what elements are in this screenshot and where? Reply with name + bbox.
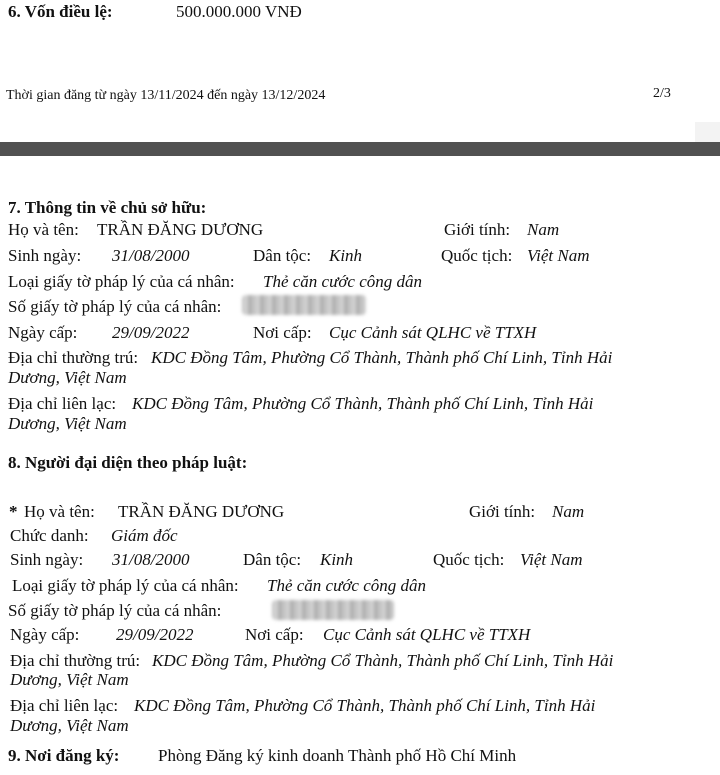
owner-contact-line1: KDC Đồng Tâm, Phường Cổ Thành, Thành phố Chí Linh, Tỉnh Hải bbox=[132, 394, 594, 413]
rep-issue-place-label: Nơi cấp: bbox=[245, 625, 304, 644]
owner-issue-place: Cục Cảnh sát QLHC về TTXH bbox=[329, 323, 537, 342]
rep-contact-line1: KDC Đồng Tâm, Phường Cổ Thành, Thành phố Chí Linh, Tỉnh Hải bbox=[134, 696, 596, 715]
owner-contact-line2: Dương, Việt Nam bbox=[8, 414, 127, 433]
rep-permanent-label: Địa chỉ thường trú: bbox=[10, 651, 141, 670]
rep-id-type-label: Loại giấy tờ pháp lý của cá nhân: bbox=[12, 576, 239, 595]
capital-value: 500.000.000 VNĐ bbox=[176, 2, 302, 21]
rep-bullet: * bbox=[9, 502, 18, 521]
owner-issue-date: 29/09/2022 bbox=[112, 323, 190, 342]
rep-permanent-line1: KDC Đồng Tâm, Phường Cổ Thành, Thành phố Chí Linh, Tỉnh Hải bbox=[152, 651, 614, 670]
capital-label: 6. Vốn điều lệ: bbox=[8, 2, 113, 21]
rep-name-label: Họ và tên: bbox=[24, 502, 95, 521]
rep-title-label: Chức danh: bbox=[10, 526, 89, 545]
owner-id-number-label: Số giấy tờ pháp lý của cá nhân: bbox=[8, 297, 222, 316]
rep-nationality-label: Quốc tịch: bbox=[433, 550, 505, 569]
owner-ethnicity: Kinh bbox=[329, 246, 363, 265]
rep-ethnicity-label: Dân tộc: bbox=[243, 550, 302, 569]
rep-heading: 8. Người đại diện theo pháp luật: bbox=[8, 453, 248, 472]
rep-id-type: Thẻ căn cước công dân bbox=[267, 576, 427, 595]
registration-value: Phòng Đăng ký kinh doanh Thành phố Hồ Chí Minh bbox=[158, 746, 517, 765]
owner-nationality-label: Quốc tịch: bbox=[441, 246, 513, 265]
rep-nationality: Việt Nam bbox=[520, 550, 583, 569]
rep-contact-line2: Dương, Việt Nam bbox=[10, 716, 129, 735]
owner-permanent-line1: KDC Đồng Tâm, Phường Cổ Thành, Thành phố Chí Linh, Tỉnh Hải bbox=[151, 348, 613, 367]
owner-issue-place-label: Nơi cấp: bbox=[253, 323, 312, 342]
rep-gender: Nam bbox=[552, 502, 585, 521]
rep-title: Giám đốc bbox=[111, 526, 178, 545]
rep-ethnicity: Kinh bbox=[320, 550, 354, 569]
rep-id-number-redacted bbox=[272, 600, 394, 620]
owner-dob-label: Sinh ngày: bbox=[8, 246, 82, 265]
owner-permanent-line2: Dương, Việt Nam bbox=[8, 368, 127, 387]
posting-period: Thời gian đăng từ ngày 13/11/2024 đến ngày 13/12/2024 bbox=[6, 88, 326, 103]
rep-issue-place: Cục Cảnh sát QLHC về TTXH bbox=[323, 625, 531, 644]
owner-name: TRẦN ĐĂNG DƯƠNG bbox=[97, 220, 264, 239]
owner-id-type-label: Loại giấy tờ pháp lý của cá nhân: bbox=[8, 272, 235, 291]
registration-label: 9. Nơi đăng ký: bbox=[8, 746, 120, 765]
owner-ethnicity-label: Dân tộc: bbox=[253, 246, 312, 265]
owner-id-number-redacted bbox=[242, 295, 366, 315]
rep-id-number-label: Số giấy tờ pháp lý của cá nhân: bbox=[8, 601, 222, 620]
rep-issue-date-label: Ngày cấp: bbox=[10, 625, 80, 644]
owner-gender-label: Giới tính: bbox=[444, 220, 511, 239]
owner-dob: 31/08/2000 bbox=[112, 246, 190, 265]
rep-gender-label: Giới tính: bbox=[469, 502, 536, 521]
owner-contact-label: Địa chỉ liên lạc: bbox=[8, 394, 117, 413]
rep-contact-label: Địa chỉ liên lạc: bbox=[10, 696, 119, 715]
owner-name-label: Họ và tên: bbox=[8, 220, 79, 239]
owner-permanent-label: Địa chỉ thường trú: bbox=[8, 348, 139, 367]
rep-issue-date: 29/09/2022 bbox=[116, 625, 194, 644]
owner-heading: 7. Thông tin về chủ sở hữu: bbox=[8, 198, 207, 217]
rep-name: TRẦN ĐĂNG DƯƠNG bbox=[118, 502, 285, 521]
rep-dob-label: Sinh ngày: bbox=[10, 550, 84, 569]
page-shadow bbox=[695, 122, 720, 142]
owner-issue-date-label: Ngày cấp: bbox=[8, 323, 78, 342]
owner-nationality: Việt Nam bbox=[527, 246, 590, 265]
rep-permanent-line2: Dương, Việt Nam bbox=[10, 670, 129, 689]
owner-gender: Nam bbox=[527, 220, 560, 239]
page-number: 2/3 bbox=[653, 86, 671, 101]
page-separator bbox=[0, 142, 720, 156]
rep-dob: 31/08/2000 bbox=[112, 550, 190, 569]
owner-id-type: Thẻ căn cước công dân bbox=[263, 272, 423, 291]
